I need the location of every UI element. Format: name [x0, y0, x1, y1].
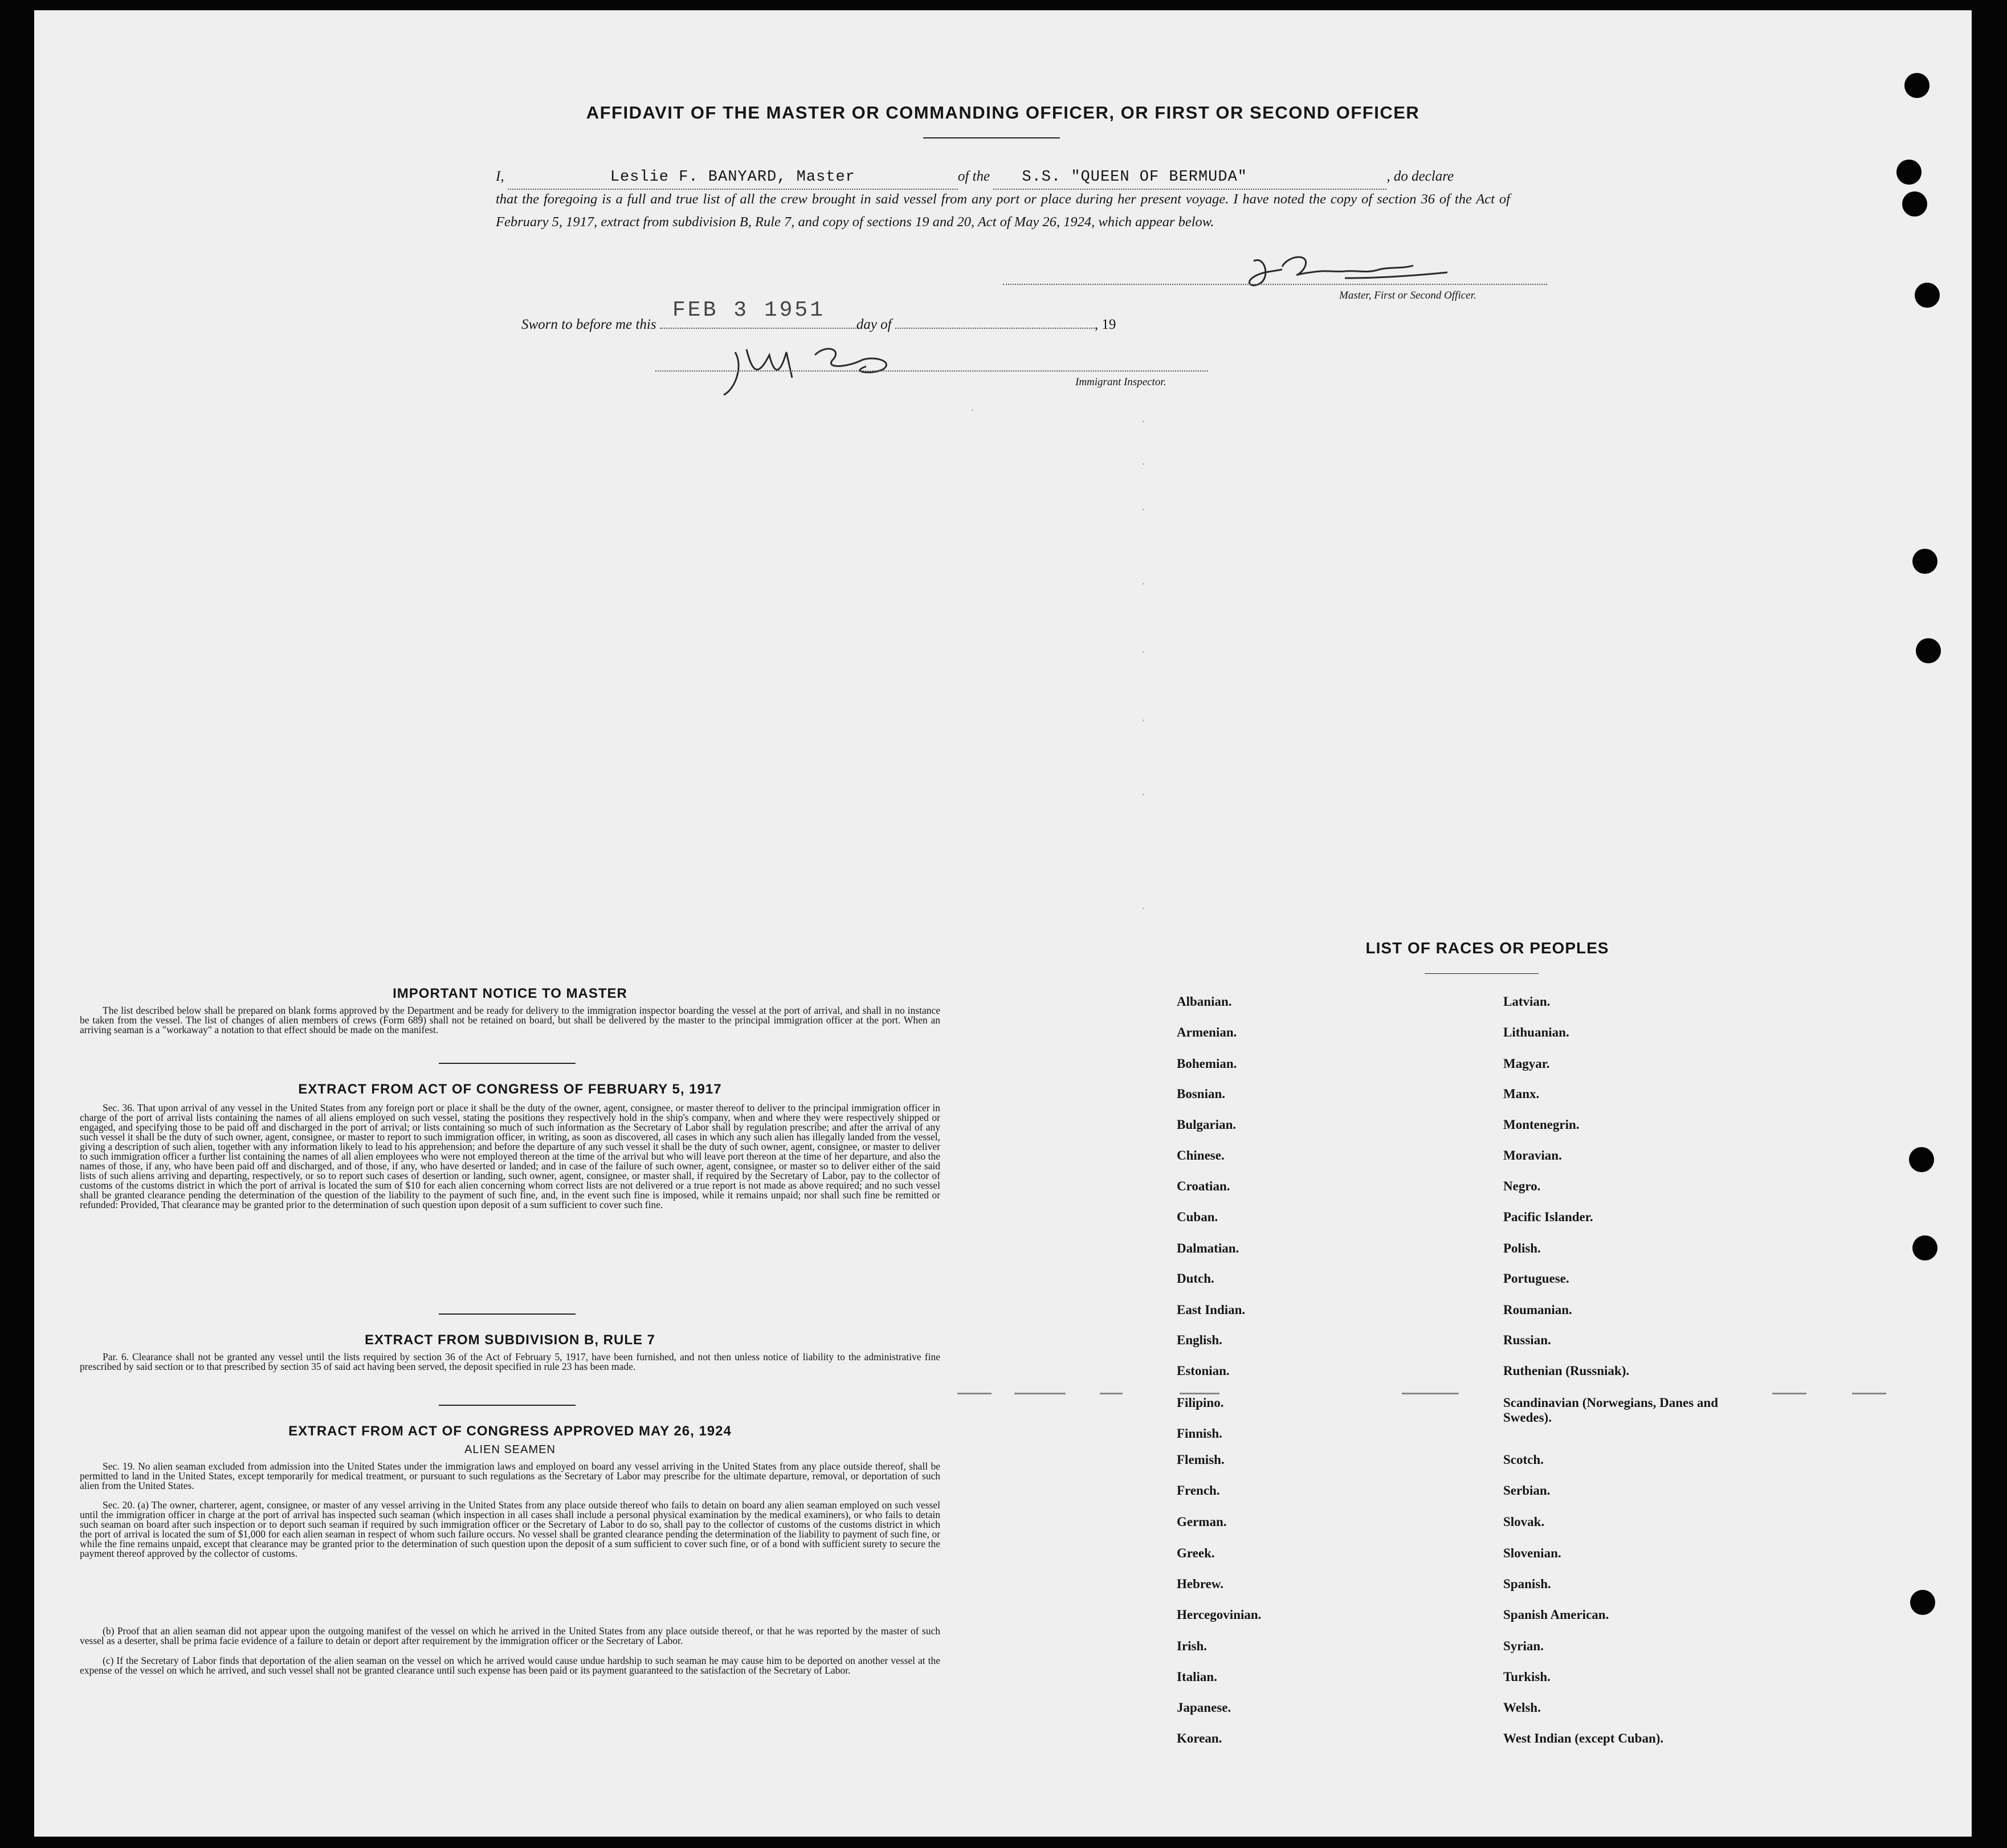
act-1924-sec20b: (b) Proof that an alien seaman did not appear upon the outgoing manifest of the vessel on which he arrived in the United States from any place outside thereof, or that he was reported by the master of such vessel as a deserter, shall be prima facie evidence of a failure to detain or deport after requirement by the immigration officer or the Secretary of Labor. [80, 1625, 940, 1646]
bleed-through-marks: · [969, 403, 977, 418]
divider [439, 1405, 576, 1406]
master-name-field [508, 165, 958, 190]
master-name: Leslie F. BANYARD, Master [610, 169, 855, 186]
race-item: Armenian. [1177, 1025, 1237, 1039]
day-of-label: day of [856, 317, 892, 332]
affidavit-body: that the foregoing is a full and true list of all the crew brought in said vessel from any port or place during her present voyage. I have noted the copy of section 36 of the Act of February 5, 1917, extract from subdivision B, Rule 7, and copy of sections 19 and 20, Act of May 26, 1924, which appear below. [496, 191, 1510, 230]
race-item: Syrian. [1503, 1639, 1544, 1653]
race-item: Scandinavian (Norwegians, Danes and Swedes). [1503, 1396, 1719, 1425]
i-label: I, [496, 169, 504, 184]
race-item: Greek. [1177, 1546, 1215, 1560]
affidavit-first-line [496, 165, 1510, 190]
race-item: Serbian. [1503, 1483, 1551, 1498]
race-item: Ruthenian (Russniak). [1503, 1364, 1630, 1378]
race-item: Turkish. [1503, 1670, 1551, 1684]
notice-text: The list described below shall be prepared on blank forms approved by the Department and be ready for delivery to the immigration inspector boarding the vessel at the port of arrival, and shall in no instance be taken from the vessel. The list of changes of alien members of crews (Form 689) shall not be retained on board, but shall be delivered by the master to the principal immigration officer at the port. When an arriving seaman is a "workaway" a notation to that effect should be made on the manifest. [80, 1005, 940, 1035]
signature-caption: Master, First or Second Officer. [1339, 289, 1476, 301]
stray-dash [957, 1393, 992, 1394]
race-item: Flemish. [1177, 1453, 1225, 1467]
race-item: Scotch. [1503, 1453, 1544, 1467]
document-page [34, 10, 1972, 1837]
inspector-signature [712, 338, 952, 401]
inspector-caption: Immigrant Inspector. [1075, 376, 1166, 388]
bleed-through-marks: . [1140, 574, 1148, 589]
race-item: Hebrew. [1177, 1577, 1223, 1591]
race-item: Russian. [1503, 1333, 1551, 1347]
race-item: Montenegrin. [1503, 1117, 1580, 1132]
race-item: English. [1177, 1333, 1222, 1347]
bleed-through-marks: . [1140, 412, 1148, 426]
stray-dash [1852, 1393, 1886, 1394]
act-1924-sec19: Sec. 19. No alien seaman excluded from admission into the United States under the immigration laws and employed on board any vessel arriving in the United States from any place outside thereof, shall be permitted to land in the United States, except temporarily for medical treatment, or pursuant to such regulations as the Secretary of Labor may prescribe for the ultimate departure, removal, or deportation of such alien from the United States. [80, 1461, 940, 1491]
race-item: Magyar. [1503, 1056, 1550, 1071]
bleed-through-marks: . [1140, 899, 1148, 913]
affidavit-title: AFFIDAVIT OF THE MASTER OR COMMANDING OFFICER, OR FIRST OR SECOND OFFICER [586, 103, 1420, 123]
race-item: French. [1177, 1483, 1220, 1498]
race-item: Chinese. [1177, 1148, 1225, 1162]
race-item: Spanish. [1503, 1577, 1551, 1591]
sworn-label: Sworn to before me this [521, 317, 656, 332]
inspector-line [655, 370, 1208, 372]
divider [439, 1313, 576, 1315]
bleed-through-marks: . [1140, 500, 1148, 515]
stray-dash [1180, 1393, 1219, 1394]
bleed-through-marks: . [1140, 455, 1148, 469]
of-the-label: of the [957, 169, 990, 184]
race-item: West Indian (except Cuban). [1503, 1731, 1664, 1745]
act-1917-text: Sec. 36. That upon arrival of any vessel in the United States from any foreign port or place it shall be the duty of the owner, agent, consignee, or master thereof to deliver to the principal immigration officer in charge of the port of arrival lists containing the names of all aliens employed on such vessel, stating the positions they respectively hold in the ship's company, when and where they were respectively shipped or engaged, and specifying those to be paid off and discharged in the port of arrival; or lists containing so much of such information as the Secretary of Labor shall by regulation prescribe; and after the arrival of any such vessel it shall be the duty of such owner, agent, consignee, or master to report to such immigration officer, in writing, as soon as discovered, all cases in which any such alien has illegally landed from the vessel, giving a description of such alien, together with any information likely to lead to his apprehension; and before the departure of any such vessel it shall be the duty of such owner, agent, consignee, or master to deliver to such immigration officer a further list containing the names of all alien employees who were not employed thereon at the time of the arrival but who will leave port thereon at the time of her departure, and also the names of those, if any, who have been paid off and discharged, and of those, if any, who have deserted or landed; and in case of the failure of such owner, agent, consignee, or master so to deliver either of the said lists of such aliens arriving and departing, respectively, or so to report such cases of desertion or landing, such owner, agent, consignee, or master shall, if required by the Secretary of Labor, pay to the collector of customs of the customs district in which the port of arrival is located the sum of $10 for each alien concerning whom correct lists are not delivered or a true report is not made as above required; and no such vessel shall be granted clearance pending the determination of the question of the liability to the payment of such fine, and, in the event such fine is imposed, while it remains unpaid; nor shall such fine be remitted or refunded: Provided, That clearance may be granted prior to the determination of such question upon deposit of a sum sufficient to cover such fine. [80, 1102, 940, 1210]
race-item: Spanish American. [1503, 1608, 1609, 1622]
bleed-through-marks: . [1140, 785, 1148, 799]
race-item: Korean. [1177, 1731, 1222, 1745]
race-item: Irish. [1177, 1639, 1208, 1653]
punch-hole [1896, 160, 1922, 185]
race-item: Hercegovinian. [1177, 1608, 1262, 1622]
punch-hole [1915, 283, 1940, 308]
race-item: East Indian. [1177, 1303, 1246, 1317]
race-item: Portuguese. [1503, 1271, 1569, 1286]
race-item: Negro. [1503, 1179, 1541, 1193]
act-1924-sec20c: (c) If the Secretary of Labor finds that deportation of the alien seaman on the vessel on which he arrived would cause undue hardship to such seaman he may cause him to be deported on another vessel at the expense of the vessel on which he arrived, and such vessel shall not be granted clearance until such expense has been paid or its payment guaranteed to the satisfaction of the Secretary of Labor. [80, 1655, 940, 1676]
punch-hole [1909, 1147, 1934, 1172]
race-item: Bulgarian. [1177, 1117, 1237, 1132]
punch-hole [1912, 549, 1937, 574]
race-item: Italian. [1177, 1670, 1217, 1684]
race-item: Bohemian. [1177, 1056, 1237, 1071]
race-item: Lithuanian. [1503, 1025, 1569, 1039]
race-item: Moravian. [1503, 1148, 1562, 1162]
act-1924-sec20a: Sec. 20. (a) The owner, charterer, agent, consignee, or master of any vessel arriving in the United States from any place outside thereof who fails to detain on board any alien seaman employed on such vessel until the immigration officer in charge at the port of arrival has inspected such seaman (which inspection in all cases shall include a personal physical examination by the medical examiners), or who fails to detain such seaman on board after such inspection or to deport such seaman if required by such immigration officer or the Secretary of Labor to do so, shall pay to the collector of customs of the customs district in which the port of arrival is located the sum of $1,000 for each alien seaman in respect of whom such failure occurs. No vessel shall be granted clearance pending the determination of the liability to payment of such fine, or while the fine remains unpaid, except that clearance may be granted prior to the determination of such question upon the deposit of a sum sufficient to cover such fine, or of a bond with sufficient surety to secure the payment thereof approved by the collector of customs. [80, 1499, 940, 1559]
vessel-name-field [993, 165, 1386, 190]
stray-dash [1772, 1393, 1806, 1394]
divider [439, 1063, 576, 1064]
bleed-through-marks: . [1140, 711, 1148, 725]
race-item: German. [1177, 1515, 1227, 1529]
race-item: Roumanian. [1503, 1303, 1572, 1317]
notice-title: IMPORTANT NOTICE TO MASTER [393, 986, 627, 1001]
punch-hole [1916, 638, 1941, 663]
race-item: Latvian. [1503, 994, 1551, 1009]
race-item: Slovak. [1503, 1515, 1545, 1529]
rule-7-text: Par. 6. Clearance shall not be granted any vessel until the lists required by section 36 of the Act of February 5, 1917, have been furnished, and not then unless notice of liability to the administrative fine prescribed by said section or to that prescribed by section 35 of said act having been served, the deposit specified in rule 23 has been made. [80, 1351, 940, 1372]
act-1924-subtitle: ALIEN SEAMEN [464, 1443, 556, 1456]
do-declare-label: , do declare [1386, 169, 1454, 184]
vessel-name: S.S. "QUEEN OF BERMUDA" [1022, 169, 1247, 186]
races-title: LIST OF RACES OR PEOPLES [1365, 939, 1609, 957]
rule-7-title: EXTRACT FROM SUBDIVISION B, RULE 7 [364, 1332, 656, 1348]
sworn-month-field [895, 328, 1095, 329]
punch-hole [1904, 73, 1930, 98]
race-item: Dutch. [1177, 1271, 1214, 1286]
race-item: Estonian. [1177, 1364, 1230, 1378]
master-signature [1231, 244, 1470, 295]
stray-dash [1100, 1393, 1123, 1394]
punch-hole [1910, 1590, 1935, 1615]
race-item: Polish. [1503, 1241, 1541, 1255]
signature-line [1003, 284, 1547, 285]
race-item: Slovenian. [1503, 1546, 1561, 1560]
act-1924-title: EXTRACT FROM ACT OF CONGRESS APPROVED MAY 26, 1924 [288, 1423, 732, 1439]
race-item: Manx. [1503, 1087, 1540, 1101]
stray-dash [1402, 1393, 1459, 1394]
punch-hole [1902, 191, 1927, 217]
stray-dash [1014, 1393, 1066, 1394]
race-item: Bosnian. [1177, 1087, 1226, 1101]
race-item: Cuban. [1177, 1210, 1218, 1224]
races-title-underline [1425, 973, 1539, 974]
date-stamp: FEB 3 1951 [672, 298, 826, 323]
race-item: Dalmatian. [1177, 1241, 1239, 1255]
race-item: Welsh. [1503, 1700, 1541, 1715]
act-1917-title: EXTRACT FROM ACT OF CONGRESS OF FEBRUARY 5, 1917 [298, 1082, 722, 1097]
race-item: Finnish. [1177, 1426, 1222, 1441]
bleed-through-marks: . [1140, 643, 1148, 657]
title-underline [923, 137, 1060, 138]
race-item: Japanese. [1177, 1700, 1231, 1715]
year-label: , 19 [1094, 317, 1116, 332]
race-item: Croatian. [1177, 1179, 1230, 1193]
race-item: Albanian. [1177, 994, 1232, 1009]
race-item: Filipino. [1177, 1396, 1224, 1410]
punch-hole [1912, 1235, 1937, 1260]
sworn-day-field [660, 328, 856, 329]
race-item: Pacific Islander. [1503, 1210, 1593, 1224]
